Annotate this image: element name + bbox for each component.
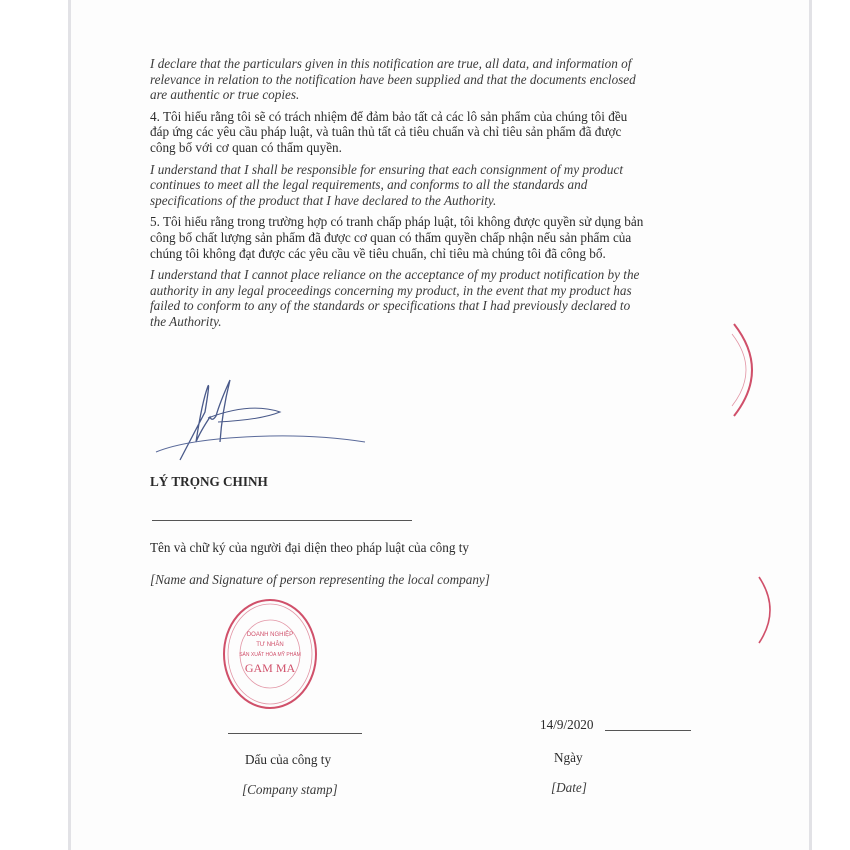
- paragraph-5-vi: [150, 214, 710, 261]
- svg-text:GAM MA: GAM MA: [244, 661, 296, 675]
- paragraph-5-en: [150, 267, 710, 329]
- line: authority in any legal proceedings concerning my product, in the event that my product has: [150, 282, 632, 298]
- line: công bố với cơ quan có thẩm quyền.: [150, 139, 342, 155]
- line: specifications of the product that I have declared to the Authority.: [150, 192, 497, 208]
- paragraph-4-en: [150, 162, 710, 209]
- handwritten-signature: [150, 372, 370, 467]
- line: I declare that the particulars given in this notification are true, all data, and information of: [150, 56, 632, 71]
- stamp-line: [228, 733, 362, 734]
- paragraph-declare-en: [150, 56, 710, 103]
- company-stamp-label-en: [Company stamp]: [242, 782, 338, 797]
- date-line: [605, 730, 691, 731]
- line: continues to meet all the legal requirements, and conforms to all the standards and: [150, 177, 588, 193]
- line: chúng tôi không đạt được các yêu cầu về tiêu chuẩn, chỉ tiêu mà chúng tôi đã công bố.: [150, 245, 606, 261]
- signatory-name: LÝ TRỌNG CHINH: [150, 474, 268, 489]
- date-label-en: [Date]: [551, 780, 587, 795]
- line: 4. Tôi hiểu rằng tôi sẽ có trách nhiệm để đảm bảo tất cả các lô sản phẩm của chúng tôi đều: [150, 108, 628, 124]
- line: đáp ứng các yêu cầu pháp luật, và tuân thủ tất cả tiêu chuẩn và chỉ tiêu sản phẩm đã được: [150, 124, 622, 140]
- svg-text:TƯ NHÂN: TƯ NHÂN: [256, 642, 284, 648]
- line: 5. Tôi hiểu rằng trong trường hợp có tranh chấp pháp luật, tôi không được quyền sử dụng bản: [150, 214, 644, 230]
- signature-line: [152, 520, 412, 521]
- line: I understand that I shall be responsible for ensuring that each consignment of my product: [150, 161, 623, 177]
- line: the Authority.: [150, 313, 222, 329]
- line: công bố chất lượng sản phẩm đã được cơ quan có thẩm quyền chấp nhận nếu sản phẩm của: [150, 229, 632, 245]
- line: relevance in relation to the notification have been supplied and that the documents enclosed: [150, 71, 636, 87]
- line: I understand that I cannot place reliance on the acceptance of my product notification by the: [150, 267, 640, 283]
- declaration-body: [150, 56, 710, 330]
- paragraph-4-vi: [150, 109, 710, 156]
- signatory-label-en: [Name and Signature of person representing the local company]: [150, 572, 490, 587]
- company-stamp-label-vi: Dấu của công ty: [245, 752, 332, 767]
- partial-stamp-right-bottom: [755, 575, 785, 645]
- line: are authentic or true copies.: [150, 87, 300, 103]
- svg-text:DOANH NGHIỆP: DOANH NGHIỆP: [246, 632, 294, 638]
- date-label-vi: Ngày: [554, 750, 583, 765]
- company-stamp: [220, 596, 320, 712]
- partial-stamp-right-top: [730, 320, 770, 420]
- signatory-label-vi: Tên và chữ ký của người đại diện theo pháp luật của công ty: [150, 540, 469, 555]
- date-value: 14/9/2020: [540, 717, 594, 732]
- line: failed to conform to any of the standards or specifications that I had previously declared to: [150, 298, 631, 314]
- svg-text:SẢN XUẤT HÓA MỸ PHẨM: SẢN XUẤT HÓA MỸ PHẨM: [239, 652, 301, 658]
